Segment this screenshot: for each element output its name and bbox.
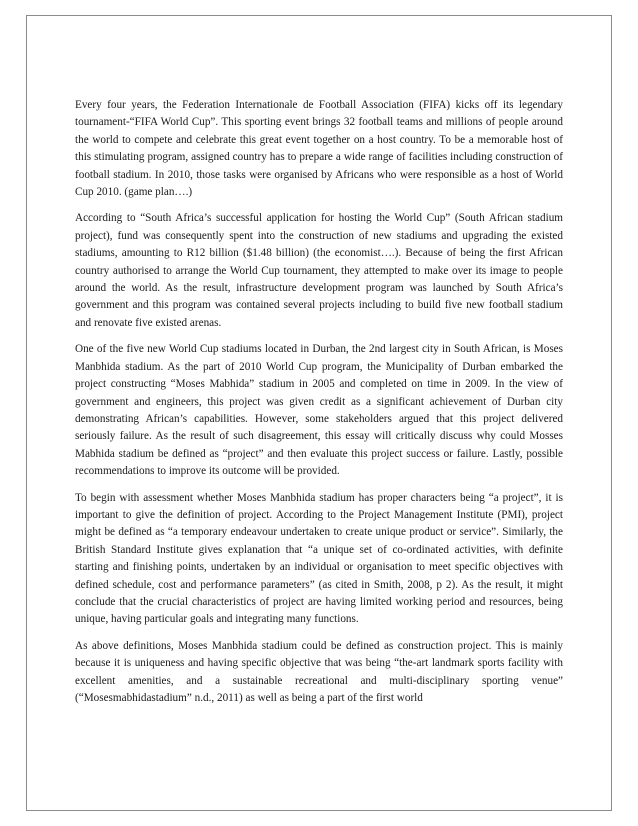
paragraph-construction-project: As above definitions, Moses Manbhida stadium could be defined as construction project. This is mainly because it is uniqueness and having specific objective that was being “the-art landmark sports facility with excellent amenities, and a sustainable recreational and multi-disciplinary sporting venue” (“Mosesmabhidastadium” n.d., 2011) as well as being a part of the first world — [75, 639, 563, 704]
document-body — [75, 97, 563, 716]
paragraph-intro: Every four years, the Federation Internationale de Football Association (FIFA) kicks off its legendary tournament-“FIFA World Cup”. This sporting event brings 32 football teams and millions of people around the world to compete and celebrate this great event together on a host country. To be a memorable host of this stimulating program, assigned country has to prepare a wide range of facilities including construction of football stadium. In 2010, those tasks were organised by Africans who were responsible as a host of World Cup 2010. (game plan….) — [75, 99, 563, 199]
paragraph-durban-stadium: One of the five new World Cup stadiums located in Durban, the 2nd largest city in South African, is Moses Manbhida stadium. As the part of 2010 World Cup program, the Municipality of Durban embarked the project constructing “Moses Mabhida” stadium in 2005 and completed on time in 2009. In the view of government and engineers, this project was given credit as a significant achievement of Durban city demonstrating African’s capabilities. However, some stakeholders argued that this project delivered seriously failure. As the result of such disagreement, this essay will critically discuss why could Mosses Mabhida stadium be defined as “project” and then evaluate this project success or failure. Lastly, possible recommendations to improve its outcome will be provided. — [75, 343, 563, 478]
paragraph-funding: According to “South Africa’s successful application for hosting the World Cup” (South African stadium project), fund was consequently spent into the construction of new stadiums and upgrading the existed stadiums, amounting to R12 billion ($1.48 billion) (the economist….). Because of being the first African country authorised to arrange the World Cup tournament, they attempted to make over its image to people around the world. As the result, infrastructure development program was launched by South Africa’s government and this program was contained several projects including to build five new football stadium and renovate five existed arenas. — [75, 212, 563, 329]
paragraph-project-definition: To begin with assessment whether Moses Manbhida stadium has proper characters being “a project”, it is important to give the definition of project. According to the Project Management Institute (PMI), project might be defined as “a temporary endeavour undertaken to create unique product or service”. Similarly, the British Standard Institute gives explanation that “a unique set of co-ordinated activities, with definite starting and finishing points, undertaken by an individual or organisation to meet specific objectives with defined schedule, cost and performance parameters” (as cited in Smith, 2008, p 2). As the result, it might conclude that the crucial characteristics of project are having limited working period and resources, being unique, having particular goals and integrating many functions. — [75, 491, 563, 626]
